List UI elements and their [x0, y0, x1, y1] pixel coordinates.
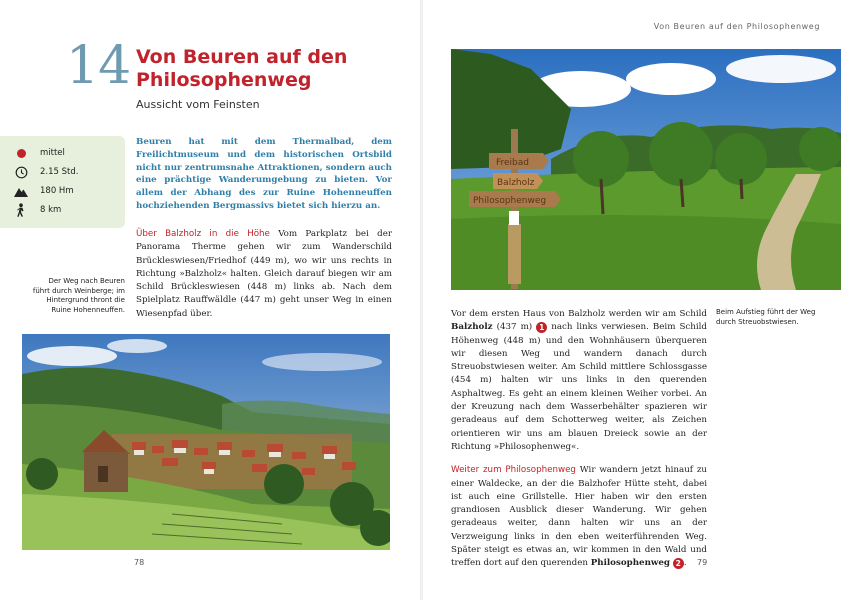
section-1-text: Vom Parkplatz bei der Panorama Therme gehen wir zum Wanderschild Brückleswiesen/Friedhof (449 m), wo wir uns rechts in Richtung »Balzholz« halten. Gleich darauf biegen wir am Schild Brückleswiesen (448 m) links ab. Nach dem Spielplatz Rauffwäldle (447 m) geht unser Weg in einen Wiesenpfad über. [136, 229, 392, 319]
gutter [420, 0, 423, 600]
difficulty-dot-icon [14, 146, 28, 160]
para1-post: nach links verwiesen. Beim Schild Höhenweg (448 m) und den Wohnhäusern überqueren wir diesen Weg und wandern danach durch Streuobstwiesen weiter. Am Schild mittlere Schlossgasse (454 m) halten wir uns links in den querenden Asphaltweg. Es geht an einem kleinen Weiher vorbei. An der Kreuzung nach dem Wasserbehälter spazieren wir geradeaus auf dem Schotterweg weiter, als Zeichen orientieren wir uns am blauen Dreieck sowie an der Richtung »Philosophenweg«. [451, 322, 707, 452]
para1-altitude: (437 m) [492, 322, 537, 333]
photo-signpost-meadow [451, 49, 841, 290]
mountain-icon [14, 184, 28, 198]
para1-pre: Vor dem ersten Haus von Balzholz werden wir am Schild [451, 309, 707, 319]
info-elevation: 180 Hm [14, 183, 28, 199]
waypoint-1-badge: 1 [536, 322, 547, 333]
para2-text: Wir wandern jetzt hinauf zu einer Waldecke, an der die Balzhofer Hütte steht, dabei ist auch eine Grillstelle. Hier haben wir den ersten grandiosen Ausblick dieser Wanderung. Wir gehen geradeaus weiter, dann halten wir uns an der Verzweigung links in den eben weiterführenden Weg. Später steigt es etwas an, wir kommen in den Wald und treffen dort auf den querenden [451, 465, 708, 569]
section-1-paragraph [136, 228, 392, 321]
page-number-right: 79 [697, 558, 708, 567]
clock-icon [14, 165, 28, 179]
chapter-title: Von Beuren auf den Philosophenweg [136, 46, 348, 91]
running-head: Von Beuren auf den Philosophenweg [653, 22, 820, 31]
chapter-subtitle: Aussicht vom Feinsten [136, 98, 260, 111]
sign-label-freibad: Freibad [496, 158, 530, 168]
info-duration: 2.15 Std. [14, 164, 28, 180]
photo-caption-village: Der Weg nach Beuren führt durch Weinberge; im Hintergrund thront die Ruine Hohenneuffen. [32, 277, 125, 314]
photo-village-vineyard [22, 334, 390, 550]
intro-paragraph: Beuren hat mit dem Thermalbad, dem Freilichtmuseum und dem historischen Ortsbild nicht nur zentrumsnahe Attraktionen, sondern auch eine prächtige Wanderumgebung zu bieten. Vor allem der Abhang des zur Ruine Hohenneuffen hochziehenden Bergmassivs bietet sich hierzu an. [136, 137, 392, 211]
info-difficulty: mittel [14, 145, 28, 161]
tour-info-box [0, 136, 125, 228]
waypoint-balzholz-label: Balzholz [451, 322, 493, 333]
sign-label-balzholz: Balzholz [497, 178, 535, 188]
route-description [451, 308, 707, 571]
hiker-icon [14, 203, 28, 217]
para2 [451, 464, 707, 570]
waypoint-2-badge: 2 [673, 558, 684, 569]
section-2-heading: Weiter zum Philosophenweg [451, 465, 576, 476]
waypoint-philosophenweg-label: Philosophenweg [590, 558, 670, 569]
chapter-number: 14 [66, 36, 131, 96]
para2-end: . [683, 558, 687, 569]
photo-caption-meadow: Beim Aufstieg führt der Weg durch Streuobstwiesen. [716, 308, 816, 326]
page-number-left: 78 [134, 558, 145, 567]
section-1-heading: Über Balzholz in die Höhe [136, 229, 270, 239]
info-distance: 8 km [14, 202, 28, 218]
sign-label-philosophenweg: Philosophenweg [473, 196, 547, 206]
